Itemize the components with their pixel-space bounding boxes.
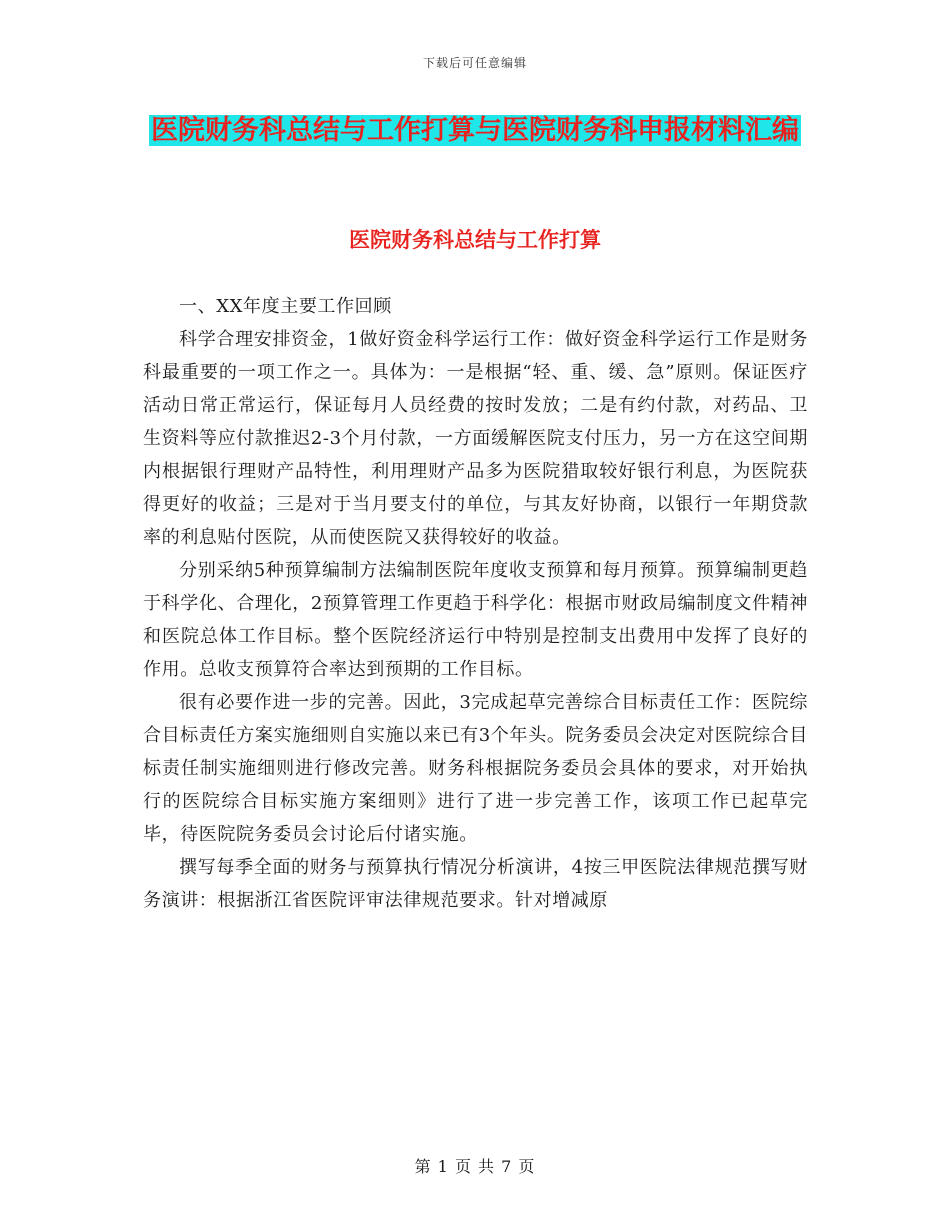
- paragraph: 很有必要作进一步的完善。因此，3完成起草完善综合目标责任工作：医院综合目标责任方案实施细则自实施以来已有3个年头。院务委员会决定对医院综合目标责任制实施细则进行修改完善。财务科根据院务委员会具体的要求，对开始执行的医院综合目标实施方案细则》进行了进一步完善工作，该项工作已起草完毕，待医院院务委员会讨论后付诸实施。: [143, 692, 808, 845]
- paragraph: 科学合理安排资金，1做好资金科学运行工作：做好资金科学运行工作是财务科最重要的一项工作之一。具体为：一是根据“轻、重、缓、急”原则。保证医疗活动日常正常运行，保证每月人员经费的按时发放；二是有约付款，对药品、卫生资料等应付款推迟2-3个月付款，一方面缓解医院支付压力，另一方在这空间期内根据银行理财产品特性，利用理财产品多为医院猎取较好银行利息，为医院获得更好的收益；三是对于当月要支付的单位，与其友好协商，以银行一年期贷款率的利息贴付医院，从而使医院又获得较好的收益。: [143, 329, 808, 548]
- paragraph-heading: 一、XX年度主要工作回顾: [179, 296, 392, 317]
- section-title: 医院财务科总结与工作打算: [349, 228, 601, 252]
- page-footer: 第 1 页 共 7 页: [414, 1157, 536, 1176]
- document-title-text: 医院财务科总结与工作打算与医院财务科申报材料汇编: [151, 115, 799, 146]
- document-title: [145, 108, 805, 154]
- page-header-note: 下载后可任意编辑: [422, 56, 527, 70]
- document-body: [143, 290, 808, 917]
- paragraph: 撰写每季全面的财务与预算执行情况分析演讲，4按三甲医院法律规范撰写财务演讲：根据浙江省医院评审法律规范要求。针对增减原: [143, 857, 808, 911]
- paragraph: 分别采纳5种预算编制方法编制医院年度收支预算和每月预算。预算编制更趋于科学化、合理化，2预算管理工作更趋于科学化：根据市财政局编制度文件精神和医院总体工作目标。整个医院经济运行中特别是控制支出费用中发挥了良好的作用。总收支预算符合率达到预期的工作目标。: [143, 560, 808, 680]
